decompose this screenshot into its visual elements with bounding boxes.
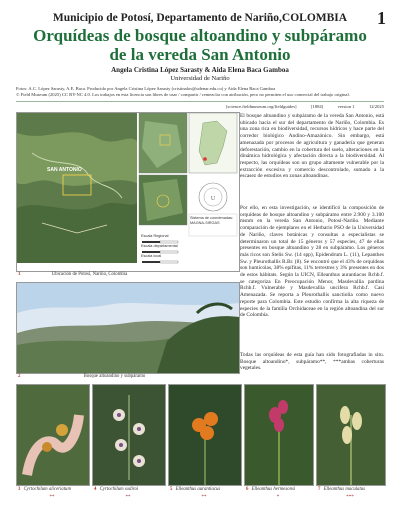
map-place-label: SAN ANTONIO (47, 167, 82, 173)
caption-number: 4 (94, 487, 97, 492)
caption-text: Ubicación de Potosí, Nariño, Colombia (51, 272, 128, 277)
caption-number: 1 (18, 272, 21, 277)
species-name: Elleanthus maculatus (323, 487, 366, 492)
svg-text:U: U (210, 196, 216, 202)
species-name: Cyrtochilum sodiroi (99, 487, 139, 492)
scale-local: Escala local (141, 254, 162, 258)
caption-number: 3 (18, 487, 21, 492)
habitat-stars-7: *** (346, 495, 354, 500)
results-paragraph: Por ello, en esta investigación, se identificó la composición de orquídeas de bosque altoandino y subpáramo entre 2.900 y 3.100 msnm en la vereda San Antonio, Potosí-Nariño. Mediante comparación de ejemplares en el Herbario PSO de la Universidad de Nariño, claves botánicas y consultas a especialistas se determinaron un total de 15 géneros y 57 especies, 47 de ellas presentes en bosque altoandino y 28 en subpáramo. Los géneros más ricos son Stelis Sw. (14 spp), Epidendrum L. (11), Lepanthes Sw. y Pleurothallis R.Br. (8). Se encontró que el 43% de orquídeas son humícolas, 38% epífitas, 11% terrestres y 3% presentes en dos de estos hábitats. Según la UICN, Elleanthus aurantiacus Rchb.f. se categoriza En Preocupación Menor, Masdevallia pardina Rchb.f. Vulnerable y Masdevallia uncifera Rchb.f. Casi Amenazada. Se reporta a Pleurothallis sanctiolia como nuevo reporte para Colombia. Este estudio confirma la alta riqueza de especies de la familia Orchidaceae en la región altoandina del sur de Colombia. (240, 205, 384, 319)
page-number: 1 (377, 8, 386, 28)
caption-text: Bosque altoandino y subpáramo (83, 374, 146, 379)
caption-number: 5 (170, 487, 173, 492)
photo-elleanthus-hermesonsi (244, 384, 314, 486)
habitat-stars-4: ** (125, 495, 131, 500)
photo-cyrtochilum-aliceriatum (16, 384, 90, 486)
photo-caption-4 (94, 487, 164, 492)
species-name: Elleanthus hermesonsi (251, 487, 296, 492)
credits (16, 86, 384, 98)
caption-number: 2 (18, 374, 21, 379)
location-map (16, 112, 240, 272)
intro-paragraph: El bosque altoandino y subpáramo de la vereda San Antonio, está ubicado hacia el sur del departamento de Nariño, Colombia. Es una zona rica en biodiversidad, recursos hídricos y hace parte del corredor biológico Andino-Amazónico. Sin embargo, está amenazada por procesos de agricultura y ganadería que generan deforestación, cambio en la cobertura del suelo, alteraciones en la dinámica hidrológica y afectación directa a la biodiversidad. Al respecto, las orquídeas son un grupo altamente vulnerable por la extracción excesiva y comercio descontrolado, sumado a la escasez de estudios en zonas altoandinas. (240, 113, 384, 180)
affiliation: Universidad de Nariño (170, 75, 230, 82)
caption-number: 6 (246, 487, 249, 492)
credits-license: © Field Museum (2025) CC BY-NC 4.0. Los trabajos en esta licencia son libres de usar / compartir / remezclar con atribución, pero no permiten el uso comercial del trabajo original. (16, 92, 350, 97)
caption-number: 7 (318, 487, 321, 492)
habitat-stars-6: * (276, 495, 280, 500)
photo-elleanthus-maculatus (316, 384, 386, 486)
scale-departmental: Escala departamental (141, 244, 178, 248)
authors: Angela Cristina López Sarasty & Aida Elena Baca Gamboa (111, 66, 289, 74)
legend-paragraph: Todas las orquídeas de esta guía han sido fotografiadas in situ. Bosque altoandino*, subpáramo**, ***ambas coberturas vegetales. (240, 352, 384, 372)
credits-photos: Fotos: A.C. López Sarasty, A.E. Baca. Producido por Angela Cristina López Sarasty (cristinalos@udenar.edu.co) y Aida Elena Baca Gamboa (16, 86, 276, 91)
guide-date: 12/2025 (368, 104, 384, 109)
species-name: Elleanthus aurantiacus (175, 487, 221, 492)
map-caption (18, 272, 238, 277)
landscape-photo (16, 282, 240, 374)
guide-url: [science.fieldmuseum.org/fieldguides] (226, 104, 297, 109)
photo-caption-5 (170, 487, 242, 492)
photo-caption-3 (18, 487, 88, 492)
scale-regional: Escala Regional (141, 234, 169, 238)
page-title: Orquídeas de bosque altoandino y subpáramo de la vereda San Antonio (33, 26, 367, 64)
habitat-stars-3: ** (49, 495, 55, 500)
guide-version: version 1 (337, 104, 355, 109)
photo-caption-6 (246, 487, 314, 492)
photo-elleanthus-aurantiacus (168, 384, 242, 486)
species-name: Cyrtochilum aliceriatum (23, 487, 71, 492)
map-legend: Sistema de coordenadas: MAGNA-SIRGAS (190, 216, 234, 225)
guide-number: [1884] (310, 104, 324, 109)
guide-meta (226, 104, 384, 109)
region-heading: Municipio de Potosí, Departamento de Nariño,COLOMBIA (52, 12, 348, 24)
habitat-stars-5: ** (201, 495, 207, 500)
photo-cyrtochilum-sodiroi (92, 384, 166, 486)
divider (16, 101, 384, 102)
photo-caption-7 (318, 487, 386, 492)
landscape-caption (18, 374, 238, 379)
